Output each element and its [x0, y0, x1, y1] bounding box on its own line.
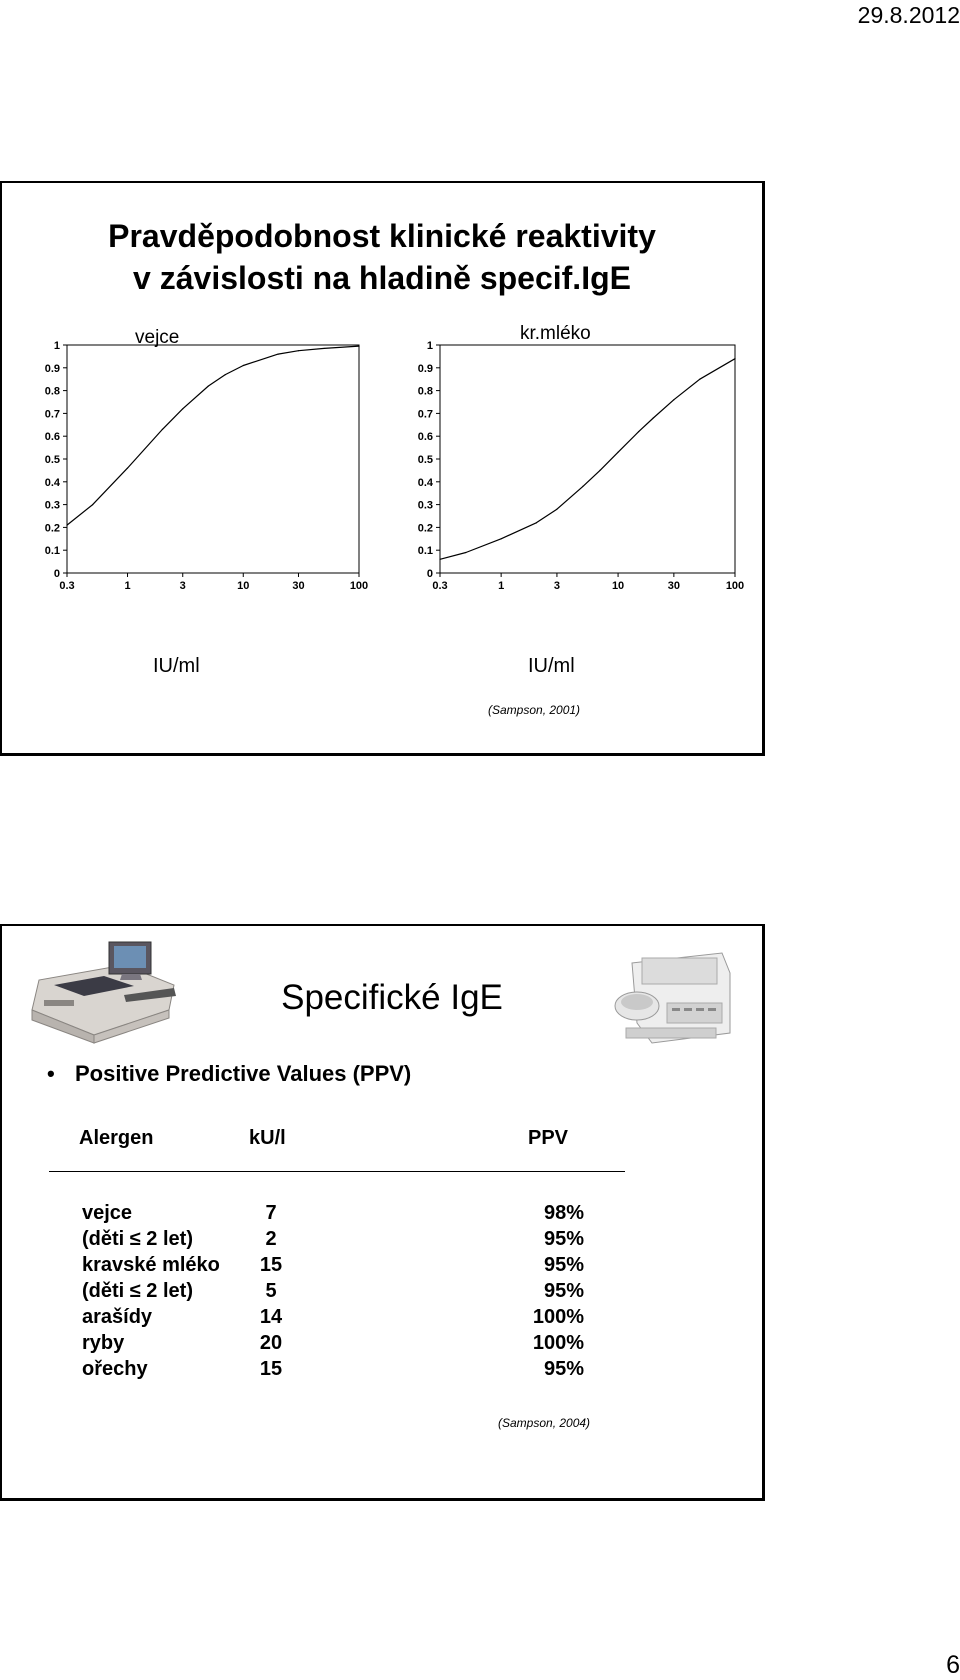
chart-kr-mleko [412, 328, 752, 598]
chart-vejce-ytick-label: 0.2 [44, 522, 60, 535]
citation: (Sampson, 2004) [498, 1416, 591, 1430]
column-header-alergen: Alergen [79, 1127, 154, 1149]
chart-vejce-ytick-label: 0.8 [44, 385, 60, 398]
chart-kr-mleko-data-point [501, 538, 502, 539]
chart-vejce-ytick-label: 1 [53, 340, 60, 352]
chart-kr-mleko-ytick-label: 1 [426, 340, 433, 352]
slide-specific-ige [0, 924, 765, 1501]
chart-kr-mleko-ytick-label: 0.8 [417, 385, 433, 398]
cell-ppv: 95% [543, 1280, 584, 1302]
chart-kr-mleko-ytick-label: 0.6 [417, 431, 433, 444]
chart-vejce-ytick-label: 0.9 [44, 362, 60, 375]
cell-ppv: 95% [543, 1254, 584, 1276]
page-date: 29.8.2012 [857, 2, 960, 28]
chart-kr-mleko-svg [412, 328, 752, 598]
chart-kr-mleko-series-line [440, 359, 735, 560]
cell-alergen: (děti ≤ 2 let) [82, 1280, 193, 1302]
chart-kr-mleko-data-point [599, 470, 600, 471]
chart-kr-mleko-data-point [617, 452, 618, 453]
chart-kr-mleko-data-point [653, 417, 654, 418]
chart-kr-mleko-ytick-label: 0.3 [417, 499, 433, 512]
table-row [82, 1280, 642, 1306]
chart-kr-mleko-xtick-label: 10 [611, 580, 625, 592]
cell-alergen: ořechy [82, 1358, 148, 1380]
chart-kr-mleko-xlabel: IU/ml [528, 655, 575, 677]
chart-vejce-title: vejce [135, 327, 180, 348]
cell-alergen: arašídy [82, 1306, 153, 1328]
chart-kr-mleko-ytick-label: 0.2 [417, 522, 433, 535]
table-row [82, 1254, 642, 1280]
column-header-ku: kU/l [249, 1127, 286, 1149]
chart-vejce-ytick-label: 0.5 [44, 454, 60, 466]
chart-kr-mleko-data-point [556, 509, 557, 510]
bullet-text: Positive Predictive Values (PPV) [75, 1061, 412, 1086]
cell-ku: 2 [265, 1228, 277, 1250]
chart-kr-mleko-ytick-label: 0.5 [417, 454, 433, 466]
chart-kr-mleko-data-point [465, 552, 466, 553]
chart-vejce-ytick-label: 0.3 [44, 499, 60, 512]
cell-alergen: (děti ≤ 2 let) [82, 1228, 193, 1250]
column-header-ppv: PPV [528, 1127, 569, 1149]
cell-alergen: vejce [82, 1202, 133, 1224]
chart-vejce-ytick-label: 0.7 [44, 408, 60, 421]
bullet-point [47, 1061, 411, 1087]
chart-kr-mleko-ytick-label: 0.4 [417, 476, 433, 489]
table-row [82, 1228, 642, 1254]
slide-title: Specifické IgE [281, 978, 503, 1017]
cell-ku: 5 [265, 1280, 277, 1302]
chart-kr-mleko-data-point [536, 522, 537, 523]
chart-vejce-ytick-label: 0.6 [44, 431, 60, 444]
chart-vejce-data-point [208, 385, 209, 386]
cell-alergen: ryby [82, 1332, 125, 1354]
chart-vejce-data-point [358, 346, 359, 347]
chart-vejce-ytick-label: 0 [53, 568, 60, 580]
chart-vejce-xtick-label: 10 [237, 580, 250, 592]
chart-kr-mleko-ytick-label: 0.1 [417, 545, 433, 558]
chart-vejce-data-point [243, 365, 244, 366]
cell-ppv: 98% [543, 1202, 584, 1224]
slide-title [2, 215, 762, 299]
table-row [82, 1202, 642, 1228]
cell-ppv: 95% [543, 1228, 584, 1250]
chart-vejce-data-point [225, 374, 226, 375]
chart-vejce-xtick-label: 3 [179, 580, 186, 592]
chart-kr-mleko-ytick-label: 0 [426, 568, 433, 580]
chart-kr-mleko-ytick-label: 0.9 [417, 362, 433, 375]
chart-kr-mleko-plot-frame [440, 345, 735, 573]
cell-ku: 7 [265, 1202, 277, 1224]
cell-ku: 15 [259, 1254, 283, 1276]
cell-ku: 14 [259, 1306, 283, 1328]
chart-vejce-data-point [278, 354, 279, 355]
chart-kr-mleko-ytick-label: 0.7 [417, 408, 433, 421]
chart-vejce-data-point [92, 504, 93, 505]
chart-vejce-plot-frame [67, 345, 359, 573]
ppv-table [82, 1202, 642, 1384]
slide-title-line-2: v závislosti na hladině specif.IgE [133, 260, 631, 296]
chart-kr-mleko-data-point [439, 559, 440, 560]
table-row [82, 1332, 642, 1358]
page-number: 6 [946, 1651, 960, 1679]
chart-vejce-svg [44, 328, 372, 598]
chart-vejce-data-point [162, 429, 163, 430]
cell-alergen: kravské mléko [82, 1254, 220, 1276]
table-row [82, 1306, 642, 1332]
chart-vejce-xtick-label: 1 [124, 580, 131, 592]
chart-kr-mleko-data-point [638, 431, 639, 432]
chart-vejce-ytick-label: 0.1 [44, 545, 60, 558]
cell-ku: 20 [259, 1332, 283, 1354]
citation: (Sampson, 2001) [488, 703, 581, 717]
cell-ppv: 100% [532, 1332, 584, 1354]
chart-vejce-data-point [298, 350, 299, 351]
chart-kr-mleko-xtick-label: 1 [498, 580, 505, 592]
slide-probability [0, 181, 765, 756]
chart-vejce-series-line [67, 346, 359, 525]
chart-kr-mleko-data-point [699, 379, 700, 380]
chart-vejce-xtick-label: 100 [349, 580, 369, 592]
bullet-dot: • [47, 1061, 55, 1086]
cell-ppv: 95% [543, 1358, 584, 1380]
chart-vejce-data-point [324, 348, 325, 349]
cell-ku: 15 [259, 1358, 283, 1380]
chart-vejce [44, 328, 372, 598]
chart-kr-mleko-data-point [673, 399, 674, 400]
chart-vejce-ytick-label: 0.4 [44, 476, 60, 489]
chart-vejce-xtick-label: 0.3 [59, 580, 75, 592]
chart-vejce-xlabel: IU/ml [153, 655, 200, 677]
table-row [82, 1358, 642, 1384]
chart-vejce-data-point [182, 408, 183, 409]
chart-kr-mleko-xtick-label: 30 [667, 580, 680, 592]
chart-kr-mleko-data-point [734, 358, 735, 359]
chart-kr-mleko-xtick-label: 0.3 [432, 580, 448, 592]
cell-ppv: 100% [532, 1306, 584, 1328]
chart-kr-mleko-data-point [582, 486, 583, 487]
chart-kr-mleko-xtick-label: 3 [553, 580, 560, 592]
slide-title-line-1: Pravděpodobnost klinické reaktivity [108, 218, 656, 254]
chart-vejce-data-point [66, 525, 67, 526]
chart-kr-mleko-title: kr.mléko [520, 323, 591, 344]
chart-vejce-xtick-label: 30 [292, 580, 305, 592]
chart-kr-mleko-xtick-label: 100 [725, 580, 745, 592]
chart-vejce-data-point [127, 468, 128, 469]
table-divider [49, 1171, 625, 1172]
